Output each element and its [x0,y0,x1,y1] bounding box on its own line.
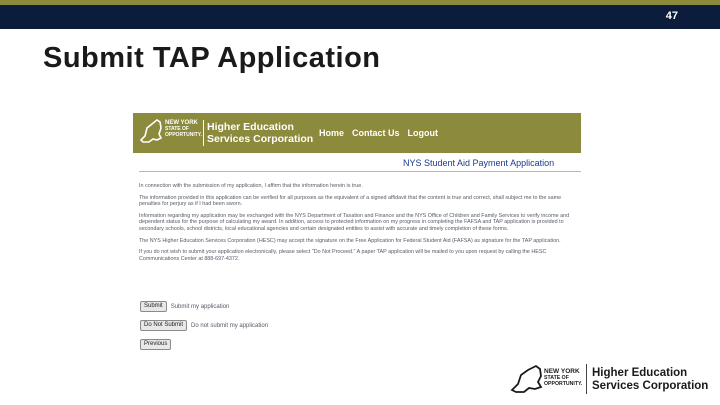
submit-description: Submit my application [170,303,230,310]
new-york-state-map-icon [139,118,163,146]
footer-nys-line3: OPPORTUNITY. [544,381,583,387]
slide-number: 47 [665,10,678,22]
slide-title: Submit TAP Application [43,42,381,74]
top-nav [319,128,438,138]
title-divider [139,171,581,172]
slide-header-bar [0,5,720,29]
nav-contact-us-link[interactable]: Contact Us [352,128,400,138]
submit-button[interactable]: Submit [140,301,167,312]
footer-nys-logo-text [544,369,582,387]
footer-logo-divider [586,364,587,394]
hesc-banner [133,113,581,153]
nys-logo-text [165,120,202,138]
nys-logo-line1: NEW YORK [165,120,198,126]
footer-nys-line1: NEW YORK [544,368,580,375]
agency-name-line2: Services Corporation [207,133,314,145]
footer-agency-line1: Higher Education [592,367,688,379]
affirmation-paragraph: Information regarding my application may be exchanged with the NYS Department of Taxation and Finance and the NYS Office of Children and Family Services to verify income and dependent status for the purpose of calculating my award. In addition, access to protected information on my progress in completing the FAFSA and TAP application is provided to secondary schools, school districts, local educational agencies and certain designated entities to assist with accurate and timely completion of these forms. [139,212,570,232]
affirmation-paragraph: The NYS Higher Education Services Corporation (HESC) may accept the signature on the Free Application for Federal Student Aid (FAFSA) as signature for the TAP application. [139,237,561,244]
affirmation-paragraph: If you do not wish to submit your application electronically, please select "Do Not Proceed." A paper TAP application will be mailed to you upon request by calling the HESC Communications Center at 888-697-4372. [139,249,547,262]
agency-name-line1: Higher Education [207,121,294,133]
submit-row [140,301,229,312]
affirmation-paragraph: The information provided in this application can be verified for all purposes as the equivalent of a signed affidavit that the content is true and correct, shall subject me to the same penalties for perjury as if I had been sworn. [139,194,562,208]
previous-row [140,339,171,350]
nys-logo-line3: OPPORTUNITY. [165,132,202,138]
hesc-footer-logo [508,358,713,400]
nav-home-link[interactable]: Home [319,128,345,138]
affirmation-paragraph: In connection with the submission of my application, I affirm that the information herein is true. [139,183,363,189]
nys-logo-line2: STATE OF [165,126,189,132]
new-york-state-map-icon [510,364,544,396]
application-screenshot [133,113,581,358]
do-not-submit-description: Do not submit my application [191,322,269,329]
do-not-submit-button[interactable]: Do Not Submit [140,320,187,331]
footer-agency-name [592,367,708,393]
agency-name [207,121,313,145]
footer-nys-line2: STATE OF [544,375,569,381]
previous-button[interactable]: Previous [140,339,171,350]
application-title: NYS Student Aid Payment Application [403,158,555,168]
banner-divider [203,120,204,146]
nav-logout-link[interactable]: Logout [407,128,439,138]
do-not-submit-row [140,320,268,331]
affirmation-text [139,183,579,267]
footer-agency-line2: Services Corporation [592,380,709,392]
